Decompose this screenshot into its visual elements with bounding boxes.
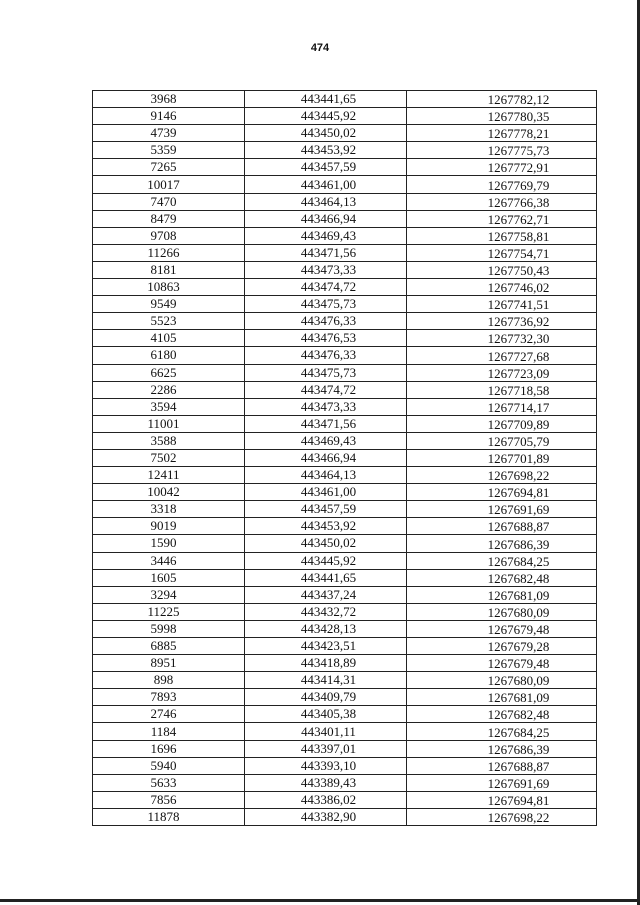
table-row [93,125,597,142]
y-coordinate-cell: 1267684,25 [407,723,597,740]
point-number-cell: 11266 [93,244,245,261]
y-coordinate-cell: 1267686,39 [407,535,597,552]
table-row [93,569,597,586]
x-coordinate-cell: 443409,79 [245,689,407,706]
point-number-cell: 7265 [93,159,245,176]
table-row [93,740,597,757]
x-coordinate-cell: 443461,00 [245,176,407,193]
x-coordinate-cell: 443475,73 [245,296,407,313]
y-coordinate-cell: 1267686,39 [407,740,597,757]
x-coordinate-cell: 443423,51 [245,638,407,655]
x-coordinate-cell: 443471,56 [245,244,407,261]
point-number-cell: 5523 [93,313,245,330]
y-coordinate-cell: 1267736,92 [407,313,597,330]
table-row [93,501,597,518]
point-number-cell: 3446 [93,552,245,569]
y-coordinate-cell: 1267679,28 [407,638,597,655]
point-number-cell: 1696 [93,740,245,757]
y-coordinate-cell: 1267691,69 [407,501,597,518]
point-number-cell: 11001 [93,415,245,432]
y-coordinate-cell: 1267758,81 [407,227,597,244]
table-row [93,176,597,193]
table-row [93,757,597,774]
y-coordinate-cell: 1267694,81 [407,484,597,501]
x-coordinate-cell: 443476,33 [245,313,407,330]
y-coordinate-cell: 1267698,22 [407,467,597,484]
table-row [93,330,597,347]
table-row [93,210,597,227]
x-coordinate-cell: 443466,94 [245,210,407,227]
table-row [93,791,597,808]
x-coordinate-cell: 443405,38 [245,706,407,723]
x-coordinate-cell: 443474,72 [245,279,407,296]
table-row [93,313,597,330]
y-coordinate-cell: 1267688,87 [407,757,597,774]
point-number-cell: 3968 [93,91,245,108]
point-number-cell: 4105 [93,330,245,347]
y-coordinate-cell: 1267741,51 [407,296,597,313]
y-coordinate-cell: 1267684,25 [407,552,597,569]
x-coordinate-cell: 443457,59 [245,501,407,518]
table-row [93,193,597,210]
point-number-cell: 5633 [93,774,245,791]
point-number-cell: 10863 [93,279,245,296]
point-number-cell: 3588 [93,432,245,449]
y-coordinate-cell: 1267769,79 [407,176,597,193]
point-number-cell: 6625 [93,364,245,381]
x-coordinate-cell: 443401,11 [245,723,407,740]
point-number-cell: 3594 [93,398,245,415]
y-coordinate-cell: 1267698,22 [407,808,597,825]
point-number-cell: 7502 [93,449,245,466]
x-coordinate-cell: 443441,65 [245,91,407,108]
y-coordinate-cell: 1267762,71 [407,210,597,227]
x-coordinate-cell: 443476,33 [245,347,407,364]
y-coordinate-cell: 1267775,73 [407,142,597,159]
y-coordinate-cell: 1267746,02 [407,279,597,296]
x-coordinate-cell: 443453,92 [245,142,407,159]
point-number-cell: 7470 [93,193,245,210]
y-coordinate-cell: 1267709,89 [407,415,597,432]
x-coordinate-cell: 443393,10 [245,757,407,774]
point-number-cell: 8181 [93,261,245,278]
point-number-cell: 9549 [93,296,245,313]
table-row [93,535,597,552]
point-number-cell: 6885 [93,638,245,655]
x-coordinate-cell: 443457,59 [245,159,407,176]
table-row [93,774,597,791]
y-coordinate-cell: 1267723,09 [407,364,597,381]
y-coordinate-cell: 1267691,69 [407,774,597,791]
point-number-cell: 5940 [93,757,245,774]
x-coordinate-cell: 443473,33 [245,261,407,278]
y-coordinate-cell: 1267681,09 [407,689,597,706]
y-coordinate-cell: 1267780,35 [407,108,597,125]
y-coordinate-cell: 1267750,43 [407,261,597,278]
x-coordinate-cell: 443464,13 [245,467,407,484]
table-row [93,689,597,706]
y-coordinate-cell: 1267681,09 [407,586,597,603]
x-coordinate-cell: 443386,02 [245,791,407,808]
table-row [93,638,597,655]
y-coordinate-cell: 1267682,48 [407,706,597,723]
table-row [93,432,597,449]
x-coordinate-cell: 443466,94 [245,449,407,466]
point-number-cell: 11878 [93,808,245,825]
x-coordinate-cell: 443445,92 [245,108,407,125]
y-coordinate-cell: 1267694,81 [407,791,597,808]
table-row [93,381,597,398]
y-coordinate-cell: 1267727,68 [407,347,597,364]
y-coordinate-cell: 1267701,89 [407,449,597,466]
point-number-cell: 7856 [93,791,245,808]
y-coordinate-cell: 1267754,71 [407,244,597,261]
table-row [93,706,597,723]
y-coordinate-cell: 1267682,48 [407,569,597,586]
table-row [93,808,597,825]
table-row [93,552,597,569]
table-row [93,91,597,108]
y-coordinate-cell: 1267679,48 [407,655,597,672]
table-row [93,227,597,244]
point-number-cell: 9146 [93,108,245,125]
x-coordinate-cell: 443450,02 [245,125,407,142]
x-coordinate-cell: 443450,02 [245,535,407,552]
x-coordinate-cell: 443432,72 [245,603,407,620]
x-coordinate-cell: 443474,72 [245,381,407,398]
table-row [93,586,597,603]
table-row [93,449,597,466]
x-coordinate-cell: 443471,56 [245,415,407,432]
x-coordinate-cell: 443469,43 [245,432,407,449]
table-row [93,159,597,176]
page-edge-bottom [0,899,640,902]
y-coordinate-cell: 1267679,48 [407,620,597,637]
point-number-cell: 2746 [93,706,245,723]
point-number-cell: 6180 [93,347,245,364]
table-row [93,398,597,415]
point-number-cell: 9019 [93,518,245,535]
coordinates-table-body [93,91,597,826]
x-coordinate-cell: 443464,13 [245,193,407,210]
point-number-cell: 4739 [93,125,245,142]
table-row [93,108,597,125]
table-row [93,620,597,637]
table-row [93,364,597,381]
table-row [93,655,597,672]
point-number-cell: 8951 [93,655,245,672]
point-number-cell: 5359 [93,142,245,159]
point-number-cell: 10017 [93,176,245,193]
x-coordinate-cell: 443445,92 [245,552,407,569]
point-number-cell: 9708 [93,227,245,244]
y-coordinate-cell: 1267680,09 [407,603,597,620]
point-number-cell: 11225 [93,603,245,620]
x-coordinate-cell: 443418,89 [245,655,407,672]
x-coordinate-cell: 443428,13 [245,620,407,637]
table-row [93,279,597,296]
y-coordinate-cell: 1267680,09 [407,672,597,689]
point-number-cell: 1184 [93,723,245,740]
x-coordinate-cell: 443437,24 [245,586,407,603]
table-row [93,142,597,159]
table-row [93,415,597,432]
point-number-cell: 10042 [93,484,245,501]
x-coordinate-cell: 443397,01 [245,740,407,757]
x-coordinate-cell: 443473,33 [245,398,407,415]
coordinates-table [92,90,597,826]
point-number-cell: 1590 [93,535,245,552]
point-number-cell: 8479 [93,210,245,227]
table-row [93,467,597,484]
table-row [93,484,597,501]
y-coordinate-cell: 1267772,91 [407,159,597,176]
table-row [93,603,597,620]
table-row [93,672,597,689]
table-row [93,261,597,278]
y-coordinate-cell: 1267732,30 [407,330,597,347]
y-coordinate-cell: 1267766,38 [407,193,597,210]
y-coordinate-cell: 1267714,17 [407,398,597,415]
y-coordinate-cell: 1267778,21 [407,125,597,142]
point-number-cell: 2286 [93,381,245,398]
point-number-cell: 3294 [93,586,245,603]
y-coordinate-cell: 1267705,79 [407,432,597,449]
x-coordinate-cell: 443414,31 [245,672,407,689]
table-row [93,296,597,313]
x-coordinate-cell: 443475,73 [245,364,407,381]
x-coordinate-cell: 443461,00 [245,484,407,501]
point-number-cell: 12411 [93,467,245,484]
point-number-cell: 1605 [93,569,245,586]
x-coordinate-cell: 443441,65 [245,569,407,586]
y-coordinate-cell: 1267718,58 [407,381,597,398]
x-coordinate-cell: 443453,92 [245,518,407,535]
page-number: 474 [310,42,330,54]
point-number-cell: 7893 [93,689,245,706]
y-coordinate-cell: 1267688,87 [407,518,597,535]
table-row [93,244,597,261]
point-number-cell: 5998 [93,620,245,637]
table-row [93,518,597,535]
x-coordinate-cell: 443389,43 [245,774,407,791]
x-coordinate-cell: 443382,90 [245,808,407,825]
y-coordinate-cell: 1267782,12 [407,91,597,108]
table-row [93,347,597,364]
x-coordinate-cell: 443469,43 [245,227,407,244]
point-number-cell: 898 [93,672,245,689]
table-row [93,723,597,740]
x-coordinate-cell: 443476,53 [245,330,407,347]
point-number-cell: 3318 [93,501,245,518]
